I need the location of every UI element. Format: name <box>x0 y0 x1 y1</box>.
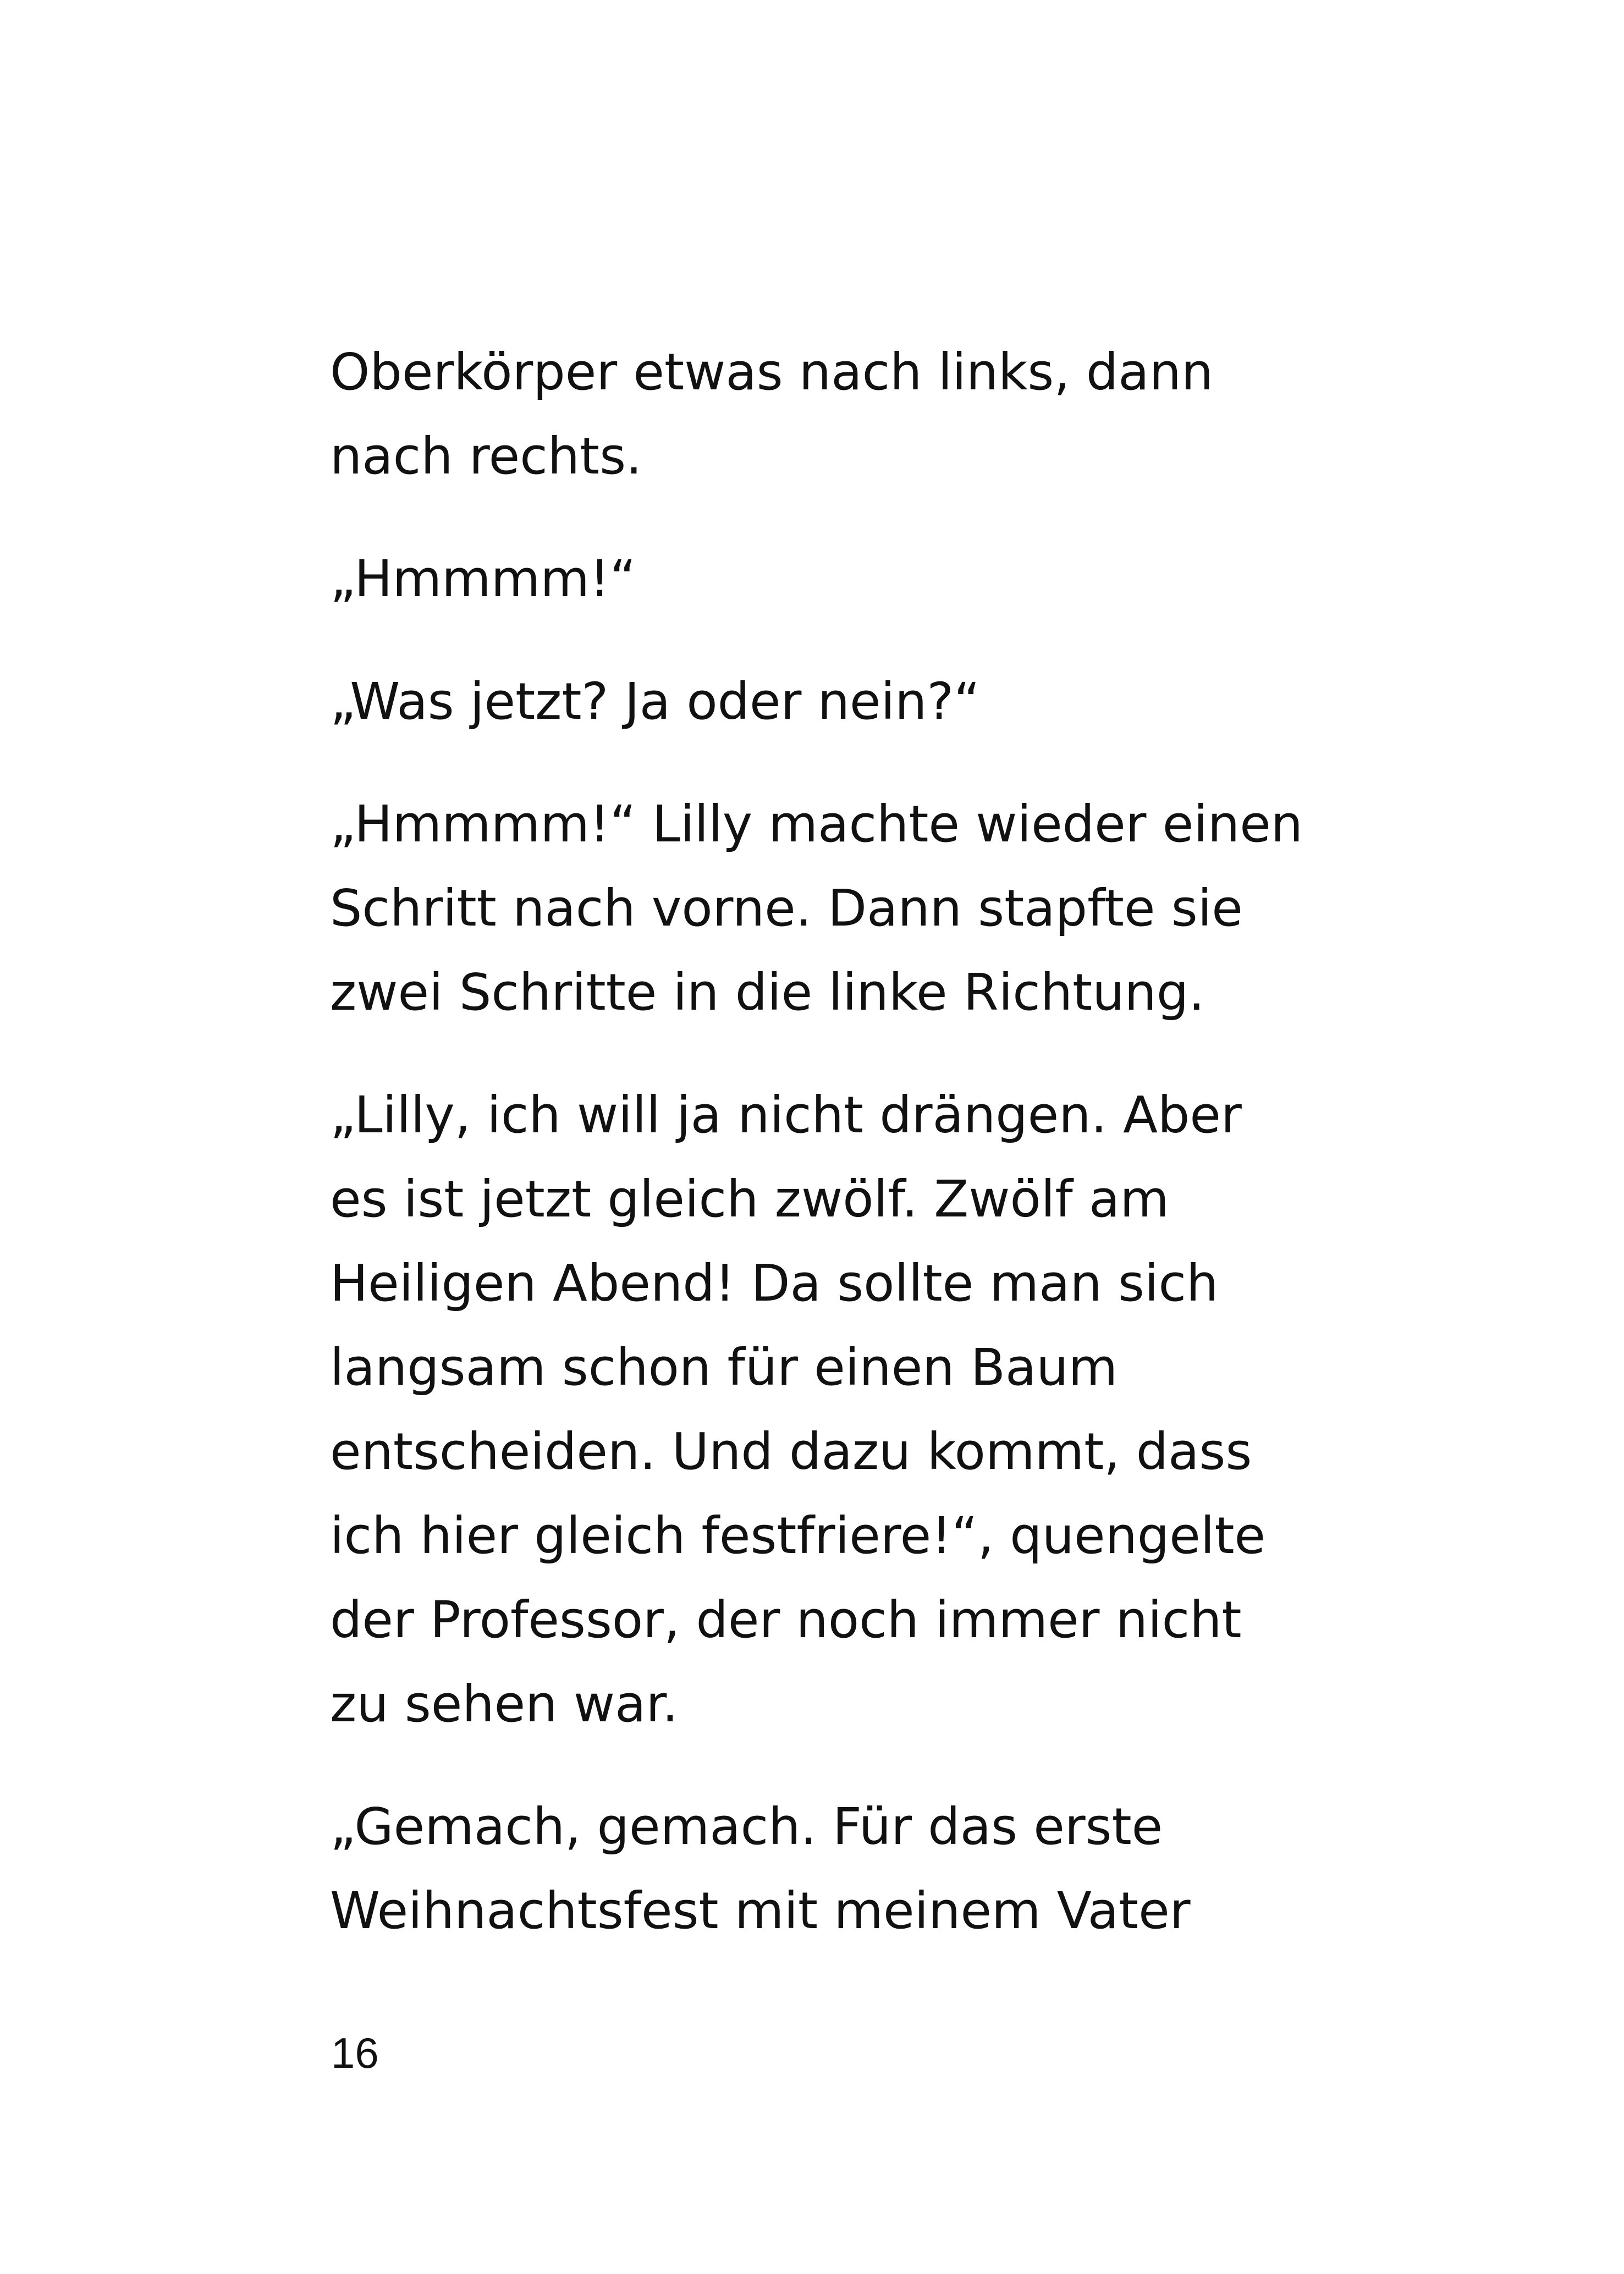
paragraph: Oberkörper etwas nach links, dann nach rechts. <box>330 343 1214 486</box>
paragraph: „Hmmmm!“ Lilly machte wieder einen Schritt nach vorne. Dann stapfte sie zwei Schritte in die linke Richtung. <box>330 795 1303 1022</box>
paragraph: „Lilly, ich will ja nicht drängen. Aber es ist jetzt gleich zwölf. Zwölf am Heiligen Abend! Da sollte man sich langsam schon für einen Baum entscheiden. Und dazu kommt, dass ich hier gleich festfriere!“, quengelte der Professor, der noch immer nicht zu sehen war. <box>330 1086 1266 1733</box>
paragraph: „Hmmmm!“ <box>330 549 636 608</box>
body-text <box>330 330 1375 1991</box>
paragraph: „Gemach, gemach. Für das erste Weihnachtsfest mit meinem Vater <box>330 1797 1191 1940</box>
paragraph: „Was jetzt? Ja oder nein?“ <box>330 672 980 731</box>
page-number: 16 <box>331 2029 379 2077</box>
